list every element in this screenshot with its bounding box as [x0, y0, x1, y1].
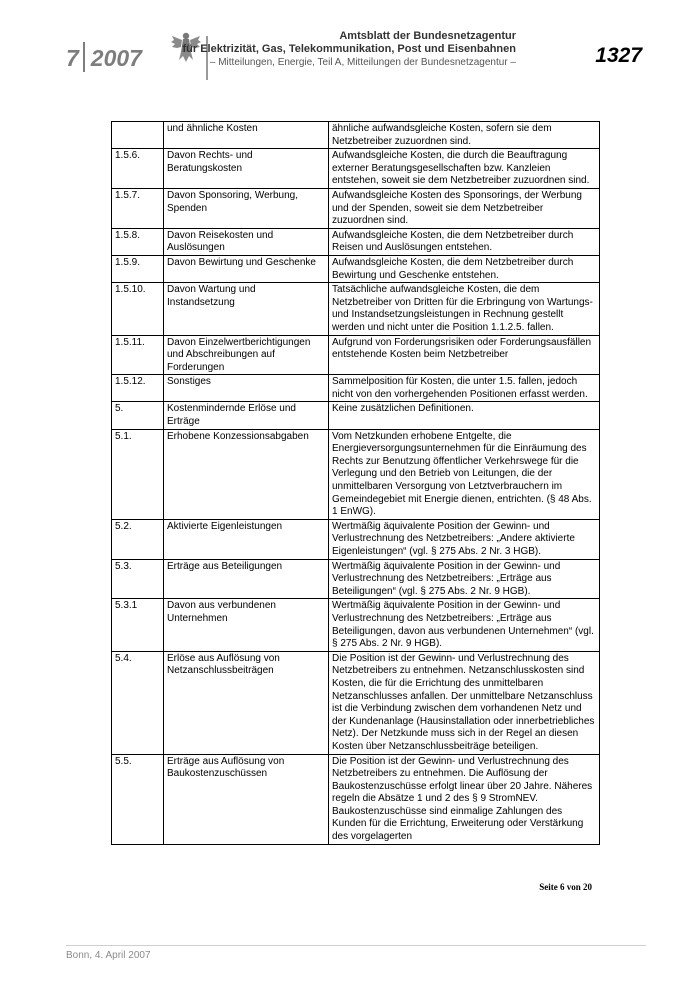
table-row	[112, 519, 600, 559]
row-description-cell: Aufwandsgleiche Kosten, die durch die Beauftragung externer Beratungsgesellschaften bzw. Kanzleien entstehen, soweit sie dem Netzbetreiber zuzuordnen sind.	[329, 149, 600, 189]
table-row	[112, 429, 600, 519]
footer-place-date: Bonn, 4. April 2007	[66, 950, 151, 961]
row-description-cell: Sammelposition für Kosten, die unter 1.5. fallen, jedoch nicht von den vorhergehenden Positionen erfasst werden.	[329, 375, 600, 402]
definitions-table	[111, 121, 600, 845]
table-row	[112, 149, 600, 189]
publication-title-line1: Amtsblatt der Bundesnetzagentur	[339, 30, 516, 42]
row-number-cell: 5.1.	[112, 429, 164, 519]
issue-year: 2007	[90, 45, 142, 71]
issue-label	[66, 42, 142, 72]
row-label-cell: Davon Einzelwertberichtigungen und Abschreibungen auf Forderungen	[164, 335, 329, 375]
row-number-cell: 5.3.	[112, 559, 164, 599]
table-row	[112, 255, 600, 282]
table-row	[112, 402, 600, 429]
row-label-cell: Davon Wartung und Instandsetzung	[164, 283, 329, 335]
row-description-cell: Tatsächliche aufwandsgleiche Kosten, die dem Netzbetreiber von Dritten für die Erbringung von Wartungs- und Instandsetzungsleistungen in Rechnung gestellt werden und nicht unter die Position 1.1.2.5. fallen.	[329, 283, 600, 335]
row-number-cell: 1.5.6.	[112, 149, 164, 189]
table-row	[112, 651, 600, 754]
table-row	[112, 335, 600, 375]
row-description-cell: Wertmäßig äquivalente Position in der Gewinn- und Verlustrechnung des Netzbetreibers: „Erträge aus Beteiligungen“ (vgl. § 275 Abs. 2 Nr. 9 HGB).	[329, 559, 600, 599]
row-label-cell: Sonstiges	[164, 375, 329, 402]
row-label-cell: Erträge aus Auflösung von Baukostenzuschüssen	[164, 754, 329, 844]
table-row	[112, 754, 600, 844]
table-row	[112, 283, 600, 335]
row-number-cell: 1.5.7.	[112, 188, 164, 228]
row-label-cell: Davon Rechts- und Beratungskosten	[164, 149, 329, 189]
row-number-cell: 1.5.12.	[112, 375, 164, 402]
row-description-cell: ähnliche aufwandsgleiche Kosten, sofern sie dem Netzbetreiber zuzuordnen sind.	[329, 122, 600, 149]
row-description-cell: Wertmäßig äquivalente Position der Gewinn- und Verlustrechnung des Netzbetreibers: „Andere aktivierte Eigenleistungen“ (vgl. § 275 Abs. 2 Nr. 3 HGB).	[329, 519, 600, 559]
issue-separator	[83, 42, 85, 72]
table-row	[112, 559, 600, 599]
row-label-cell: Kostenmindernde Erlöse und Erträge	[164, 402, 329, 429]
table-row	[112, 228, 600, 255]
row-description-cell: Vom Netzkunden erhobene Entgelte, die Energieversorgungsunternehmen für die Einräumung des Rechts zur Benutzung öffentlicher Verkehrswege für die Verlegung und den Betrieb von Leitungen, die der unmittelbaren Versorgung von Letztverbrauchern im Gemeindegebiet mit Energie dienen, entrichten. (§ 48 Abs. 1 EnWG).	[329, 429, 600, 519]
row-number-cell: 1.5.10.	[112, 283, 164, 335]
row-label-cell: und ähnliche Kosten	[164, 122, 329, 149]
row-label-cell: Davon Bewirtung und Geschenke	[164, 255, 329, 282]
row-description-cell: Aufwandsgleiche Kosten, die dem Netzbetreiber durch Bewirtung und Geschenke entstehen.	[329, 255, 600, 282]
publication-title-line2: für Elektrizität, Gas, Telekommunikation, Post und Eisenbahnen	[182, 43, 516, 55]
row-label-cell: Davon aus verbundenen Unternehmen	[164, 599, 329, 651]
table-row	[112, 188, 600, 228]
row-description-cell: Aufwandsgleiche Kosten des Sponsorings, der Werbung und der Spenden, soweit sie dem Netzbetreiber zuzuordnen sind.	[329, 188, 600, 228]
row-number-cell	[112, 122, 164, 149]
row-number-cell: 1.5.8.	[112, 228, 164, 255]
row-label-cell: Davon Sponsoring, Werbung, Spenden	[164, 188, 329, 228]
page-counter: Seite 6 von 20	[539, 882, 592, 892]
row-description-cell: Die Position ist der Gewinn- und Verlustrechnung des Netzbetreibers zu entnehmen. Netzanschlusskosten sind Kosten, die für die Errichtung des unmittelbaren Netzanschlusses anfallen. Der unmittelbare Netzanschluss ist die Verbindung zwischen dem vorhandenen Netz und der Kundenanlage (Hausinstallation oder innerbetriebliches Netz). Der Netzkunde muss sich in der Regel an diesen Kosten über Netzanschlussbeiträge beteiligen.	[329, 651, 600, 754]
table-row	[112, 375, 600, 402]
page-number: 1327	[595, 44, 642, 67]
row-number-cell: 1.5.11.	[112, 335, 164, 375]
row-label-cell: Aktivierte Eigenleistungen	[164, 519, 329, 559]
row-number-cell: 5.3.1	[112, 599, 164, 651]
publication-subtitle: – Mitteilungen, Energie, Teil A, Mitteilungen der Bundesnetzagentur –	[209, 57, 516, 68]
row-number-cell: 5.	[112, 402, 164, 429]
row-number-cell: 1.5.9.	[112, 255, 164, 282]
footer-rule	[66, 945, 646, 946]
row-number-cell: 5.5.	[112, 754, 164, 844]
row-description-cell: Aufwandsgleiche Kosten, die dem Netzbetreiber durch Reisen und Auslösungen entstehen.	[329, 228, 600, 255]
row-description-cell: Wertmäßig äquivalente Position in der Gewinn- und Verlustrechnung des Netzbetreibers: „Erträge aus Beteiligungen, davon aus verbundenen Unternehmen“ (vgl. § 275 Abs. 2 Nr. 9 HGB).	[329, 599, 600, 651]
row-label-cell: Erhobene Konzessionsabgaben	[164, 429, 329, 519]
row-description-cell: Die Position ist der Gewinn- und Verlustrechnung des Netzbetreibers zu entnehmen. Die Auflösung der Baukostenzuschüsse erfolgt linear über 20 Jahre. Näheres regeln die Absätze 1 und 2 des § 9 StromNEV. Baukostenzuschüsse sind einmalige Zahlungen des Kunden für die Errichtung, Erweiterung oder Verstärkung des vorgelagerten	[329, 754, 600, 844]
row-description-cell: Keine zusätzlichen Definitionen.	[329, 402, 600, 429]
table-row	[112, 599, 600, 651]
issue-number: 7	[66, 45, 79, 71]
row-label-cell: Erträge aus Beteiligungen	[164, 559, 329, 599]
row-number-cell: 5.4.	[112, 651, 164, 754]
row-number-cell: 5.2.	[112, 519, 164, 559]
row-description-cell: Aufgrund von Forderungsrisiken oder Forderungsausfällen entstehende Kosten beim Netzbetreiber	[329, 335, 600, 375]
row-label-cell: Erlöse aus Auflösung von Netzanschlussbeiträgen	[164, 651, 329, 754]
row-label-cell: Davon Reisekosten und Auslösungen	[164, 228, 329, 255]
publication-title	[182, 30, 516, 56]
table-row	[112, 122, 600, 149]
